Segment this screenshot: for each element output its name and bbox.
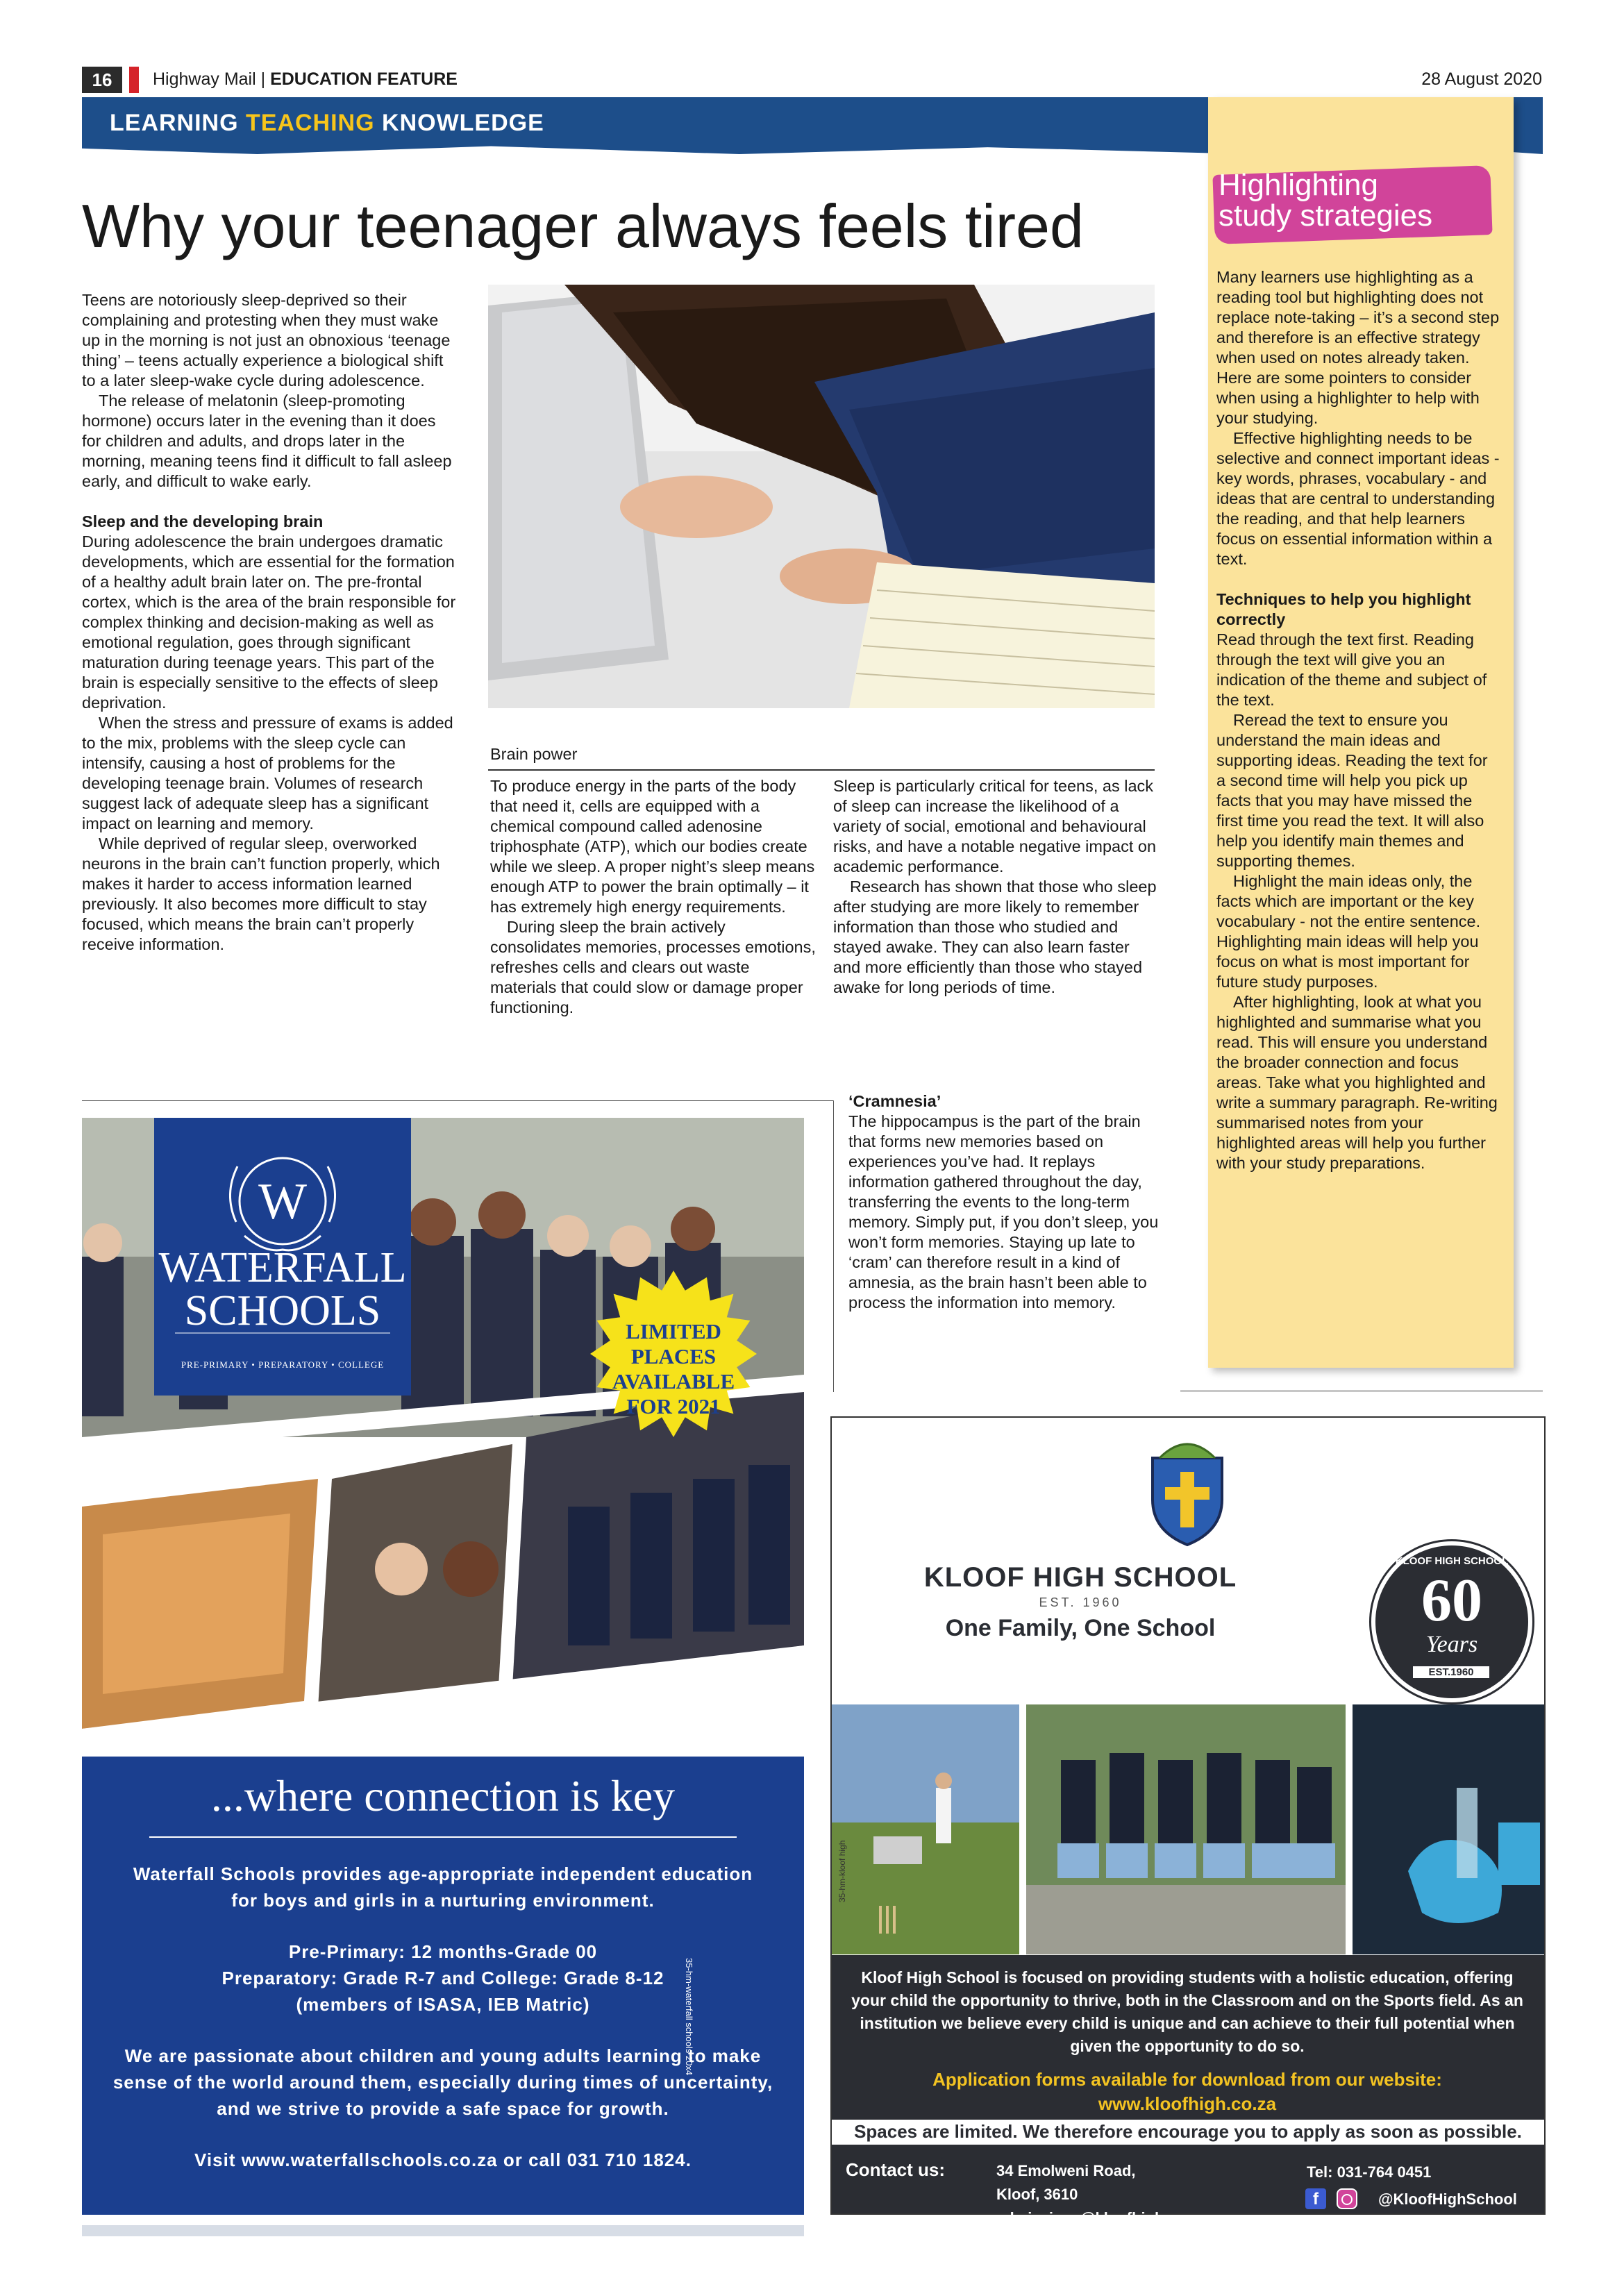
sidebar-text (1216, 267, 1501, 1173)
paragraph: The release of melatonin (sleep-promoting hormone) occurs later in the evening than it does for children and adults, and drops later in the morning, meaning teens find it difficult to fall asleep early, and difficult to wake early. (82, 392, 452, 490)
paragraph: Teens are notoriously sleep-deprived so their complaining and protesting when they must wake up in the morning is not just an obnoxious ‘teenage thing’ – teens actually experience a biological shift to a later sleep-wake cycle during adolescence. (82, 291, 451, 389)
kloof-motto: One Family, One School (945, 1615, 1216, 1641)
section-name: EDUCATION FEATURE (270, 69, 458, 89)
waterfall-tagline-small: PRE-PRIMARY • PREPARATORY • COLLEGE (181, 1359, 385, 1370)
subheading-brain-power: Brain power (490, 745, 578, 763)
publication-line: Highway Mail | EDUCATION FEATURE (153, 69, 458, 89)
article-column-3 (833, 776, 1160, 998)
sleeping-teen-illustration (488, 285, 1155, 708)
crest-letter: W (258, 1173, 307, 1230)
kloof-ad-ref: 35-hm-kloof high (837, 1840, 847, 1902)
kloof-limited-text: Spaces are limited. We therefore encourage you to apply as soon as possible. (854, 2121, 1522, 2142)
column-divider (833, 1100, 834, 1392)
contact-phone[interactable]: Tel: 031-764 0451 (1307, 2163, 1432, 2181)
kloof-school-name: KLOOF HIGH SCHOOL (923, 1562, 1237, 1593)
kloof-body-text: Kloof High School is focused on providing students with a holistic education, offering your child the opportunity to thrive, both in the Classroom and on the Sports field. As an institution we believe every child is unique and can achieve to their full potential when given the opportunity to do so. (851, 1968, 1523, 2055)
issue-date: 28 August 2020 (1421, 69, 1542, 89)
publication-name: Highway Mail (153, 69, 256, 89)
paragraph: After highlighting, look at what you highlighted and summarise what you read. This will ensure you understand the broader connection and focus areas. Take what you highlighted and write a summary paragraph. Re-writing summarised notes from your highlighted areas will help you further with your study preparations. (1216, 993, 1498, 1172)
paragraph: During sleep the brain actively consolidates memories, processes emotions, refreshes cells and clears out waste materials that could slow or damage proper functioning. (490, 918, 816, 1016)
kloof-website-link[interactable]: www.kloofhigh.co.za (1098, 2093, 1277, 2114)
header-accent-bar (129, 67, 139, 93)
slogan-underline (149, 1836, 737, 1838)
paragraph: Highlight the main ideas only, the facts which are important or the key vocabulary - not the entire sentence. Highlighting main ideas will help you focus on what is most important for future study purposes. (1216, 872, 1481, 991)
subheading: Sleep and the developing brain (82, 512, 324, 530)
paragraph: During adolescence the brain undergoes dramatic developments, which are essential for the formation of a healthy adult brain later on. The pre-frontal cortex, which is the area of the brain responsible for complex thinking and decision-making as well as emotional regulation, goes through significant maturation during teenage years. This part of the brain is especially sensitive to the effects of sleep deprivation. (82, 533, 456, 712)
badge-top-text: KLOOF HIGH SCHOOL (1395, 1555, 1509, 1567)
paragraph: Sleep is particularly critical for teens, as lack of sleep can increase the likelihood of a variety of social, emotional and behavioural risks, and have a notable negative impact on academic performance. (833, 777, 1157, 875)
sidebar-title: Highlighting study strategies (1219, 168, 1433, 233)
subheading-techniques: Techniques to help you highlight correctly (1216, 590, 1471, 628)
paragraph: Research has shown that those who sleep after studying are more likely to remember information than those who studied and stayed awake. They can also learn faster and more efficiently than those who stayed awake for long periods of time. (833, 878, 1157, 996)
contact-label: Contact us: (846, 2159, 945, 2180)
facebook-icon[interactable]: f (1305, 2188, 1326, 2209)
paragraph: Many learners use highlighting as a reading tool but highlighting does not replace note-taking – it’s a second step and therefore is an effective strategy when used on notes already taken. Here are some pointers to consider when using a highlighter to help with your studying. (1216, 268, 1500, 427)
article-photo (488, 285, 1155, 708)
article-title: Why your teenager always feels tired (82, 192, 1084, 260)
subheading-cramnesia: ‘Cramnesia’ (848, 1092, 941, 1110)
article-column-2 (490, 776, 817, 1018)
paragraph: Read through the text first. Reading through the text will give you an indication of the theme and subject of the text. (1216, 630, 1487, 709)
paragraph: Effective highlighting needs to be selective and connect important ideas - key words, phrases, vocabulary - and ideas that are central to understanding the reading, and that help learners focus on essential information within a text. (1216, 429, 1500, 568)
kloof-est: EST. 1960 (1039, 1595, 1122, 1609)
waterfall-wordmark: WATERFALL SCHOOLS (158, 1244, 407, 1334)
section-divider (82, 1100, 833, 1101)
limited-places-text: LIMITED PLACES AVAILABLE FOR 2021 (612, 1319, 735, 1418)
kloof-photo-strip (832, 1704, 1544, 1954)
ad-footer-strip (82, 2225, 804, 2236)
school-crest-icon (1139, 1430, 1236, 1548)
paragraph: To produce energy in the parts of the body that need it, cells are equipped with a chemical compound called adenosine triphosphate (ATP), which our bodies create while we sleep. A proper night’s sleep means enough ATP to power the brain optimally – it has extremely high energy requirements. (490, 777, 815, 916)
waterfall-info-text: Waterfall Schools provides age-appropriate independent education for boys and girls in a nurturing environment. Pre-Primary: 12 months-Grade 00 Preparatory: Grade R-7 and College: Grade 8-12 (members of ISASA, IEB Matric) We are passionate about children and young adults learning to make sense of the world around them, especially during times of uncertainty, and we strive to provide a safe space for growth. Visit www.waterfallschools.co.za or call 031 710 1824. (112, 1863, 773, 2170)
badge-number: 60 (1421, 1567, 1482, 1634)
badge-est: EST.1960 (1413, 1666, 1489, 1678)
section-band-text: LEARNING TEACHING KNOWLEDGE (110, 110, 544, 136)
waterfall-ad-ref: 35-hm-waterfall schools 20x4 (684, 1958, 694, 2076)
social-handle[interactable]: @KloofHighSchool (1378, 2190, 1517, 2208)
page-number: 16 (82, 67, 122, 93)
paragraph: Reread the text to ensure you understand the main ideas and supporting ideas. Reading the text for a second time will help you pick up facts that you may have missed the first time you read the text. It will also help you identify main themes and supporting themes. (1216, 711, 1488, 870)
paragraph: The hippocampus is the part of the brain that forms new memories based on experiences you’ve had. It replays information gathered throughout the day, transferring the events to the long-term memory. Simply put, if you don’t sleep, you won’t form memories. Staying up late to ‘cram’ can therefore result in a kind of amnesia, as the brain hasn’t been able to process the information into memory. (848, 1112, 1159, 1312)
kloof-apply-text: Application forms available for download from our website: (932, 2069, 1442, 2090)
paragraph: When the stress and pressure of exams is added to the mix, problems with the sleep cycle can intensify, causing a host of problems for the developing teenage brain. Volumes of research suggest lack of adequate sleep has a significant impact on learning and memory. (82, 714, 453, 832)
paragraph: While deprived of regular sleep, overworked neurons in the brain can’t function properly, which makes it harder to access information learned previously. It also becomes more difficult to stay focused, which means the brain can’t properly receive information. (82, 835, 440, 953)
badge-word: Years (1425, 1632, 1478, 1657)
brain-power-rule (488, 769, 1155, 771)
article-column-1 (82, 290, 457, 955)
contact-email[interactable]: admissions@kloofhigh.co.za (996, 2209, 1207, 2227)
cramnesia-block (848, 1091, 1161, 1313)
contact-address: 34 Emolweni Road, Kloof, 3610 admissions@kloofhigh.co.za (996, 2159, 1207, 2230)
waterfall-slogan: ...where connection is key (210, 1771, 676, 1820)
instagram-icon[interactable] (1337, 2188, 1357, 2209)
